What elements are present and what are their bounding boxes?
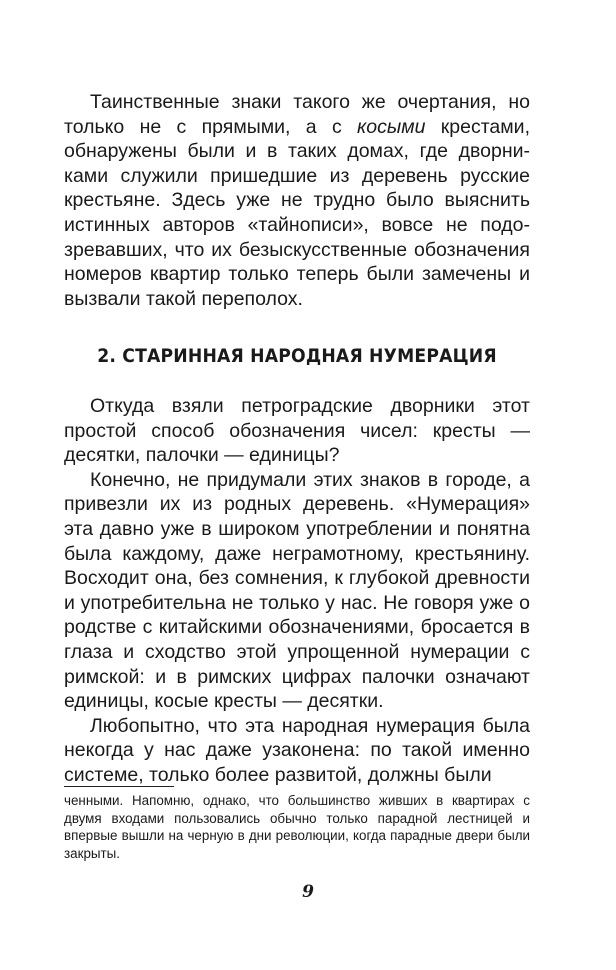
intro-paragraph: [64, 90, 530, 311]
intro-paragraph-start: Таинственные знаки такого же очертания, но только не с прямыми, а с: [64, 91, 530, 138]
section-paragraph-2: Конечно, не придумали этих знаков в городе, а привезли их из родных деревень. «Нумерация» эта давно уже в широком употреблении и понятна была каждому, даже неграмотному, крестьянину. Восходит она, без сомнения, к глубокой древности и употребительна не только у нас. Не говоря уже о родстве с китайскими обозначениями, бросается в глаза и сходство этой упрощенной нумерации с римской: и в римских цифрах палочки означают единицы, косые кресты — десятки.: [64, 468, 530, 713]
page-number: 9: [302, 882, 314, 902]
section-body: [64, 394, 530, 788]
footnote-divider: [64, 786, 174, 787]
intro-paragraph-end: крестами, обнаружены были и в таких домах, где дворниками служили пришедшие из деревень русские крестьяне. Здесь уже не трудно было выяснить истинных авторов «тайнописи», вовсе не подозревавших, что их безыскусственные обозначения номеров квартир только теперь были замечены и вызвали такой переполох.: [64, 115, 530, 310]
section-paragraph-3: Любопытно, что эта народная нумерация была некогда у нас даже узаконена: по такой именно системе, только более развитой, должны были: [64, 714, 530, 786]
section-paragraph-1: Откуда взяли петроградские дворники этот простой способ обозначения чисел: кресты — десятки, палочки — единицы?: [64, 395, 530, 467]
intro-paragraph-emphasis: косыми: [357, 115, 426, 138]
section-heading: 2. СТАРИННАЯ НАРОДНАЯ НУМЕРАЦИЯ: [97, 346, 497, 367]
footnote-text: ченными. Напомню, однако, что большинство живших в квартирах с двумя входами пользовались обычно только парадной лестницей и впервые вышли на черную в дни революции, когда парадные двери были закрыты.: [64, 793, 530, 861]
